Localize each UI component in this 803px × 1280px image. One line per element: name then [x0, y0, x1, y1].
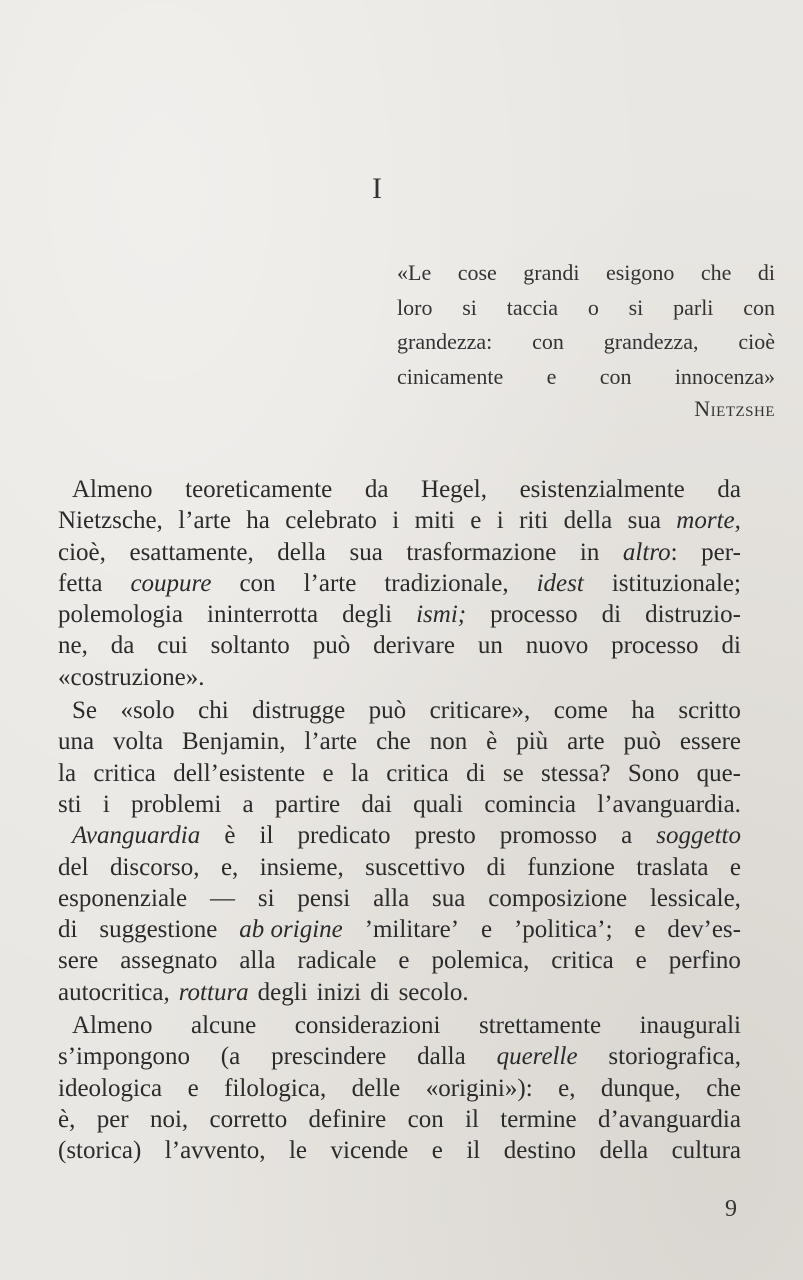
text-line [58, 1104, 741, 1135]
word: nuovo [525, 632, 589, 660]
word: può [623, 728, 661, 756]
word: altro: [622, 538, 678, 566]
word: dalla [417, 1043, 466, 1071]
word: istituzionale; [611, 569, 741, 597]
text-line [58, 537, 741, 568]
word: e, [558, 1074, 576, 1102]
word: — [209, 884, 235, 912]
word: Almeno [72, 476, 153, 503]
word: un [477, 632, 503, 660]
word: critica [386, 759, 449, 787]
text-line [58, 945, 741, 976]
word: Sono [627, 759, 680, 787]
word: critica [551, 947, 614, 975]
word: di [466, 759, 486, 787]
word: insieme, [259, 853, 344, 881]
word: vicende [330, 1137, 409, 1165]
word: Hegel, [421, 476, 487, 503]
word: e [470, 507, 482, 535]
word: l’arte [304, 728, 358, 756]
word: dunque, [600, 1074, 681, 1102]
word: ha [631, 697, 655, 725]
word: ab origine [239, 916, 343, 944]
word: ininterrotta [207, 601, 319, 629]
word: ideologica [58, 1074, 163, 1102]
word: i [392, 507, 400, 535]
epigraph-line: loro si taccia o si parli con [397, 294, 775, 320]
word: «costruzione». [58, 663, 205, 691]
word: da [717, 476, 741, 503]
word: secolo. [398, 978, 469, 1006]
word: della [563, 507, 613, 535]
word: di [486, 853, 506, 881]
word: inaugurali [639, 1012, 741, 1040]
word: alcune [191, 1012, 257, 1040]
word: considerazioni [294, 1012, 441, 1040]
word: Nietzsche, [58, 507, 163, 535]
word: e [187, 1074, 199, 1102]
word: soggetto [656, 822, 741, 850]
word: tradizionale, [384, 569, 509, 597]
word: si [257, 884, 275, 912]
word: «solo [120, 697, 175, 725]
word: assegnato [120, 947, 218, 975]
word: esattamente, [129, 538, 254, 566]
word: se [502, 759, 524, 787]
word: destino [503, 1137, 576, 1165]
word: ne, [58, 632, 88, 660]
word: la [350, 759, 369, 787]
word: il [465, 1105, 479, 1133]
word: d’avanguardia [597, 1105, 741, 1133]
word: cui [157, 632, 188, 660]
word: critica [93, 759, 156, 787]
word: dai [361, 790, 392, 818]
word: per- [701, 538, 741, 566]
word: inizi [316, 978, 362, 1006]
chapter-number: I [372, 172, 382, 205]
word: dell’esistente [173, 759, 306, 787]
word: presto [414, 822, 476, 850]
word: definire [308, 1105, 387, 1133]
word: alla [239, 947, 276, 975]
word: stessa? [541, 759, 611, 787]
word: scritto [678, 697, 741, 725]
word: polemologia [58, 601, 183, 629]
word: più [516, 728, 549, 756]
word: di [601, 601, 622, 629]
word: i [496, 507, 504, 535]
page-number: 9 [725, 1196, 737, 1222]
epigraph [397, 256, 775, 424]
text-line [58, 726, 741, 757]
word: filologica, [224, 1074, 327, 1102]
word: l’avanguardia. [597, 790, 741, 818]
word: partire [274, 790, 341, 818]
word: que- [696, 759, 741, 787]
word: a [621, 822, 633, 850]
word: storiografica, [608, 1043, 741, 1071]
word: con [239, 569, 276, 597]
word: e, [220, 853, 239, 881]
text-line [58, 789, 741, 820]
word: esponenziale [58, 884, 188, 912]
word: arte [567, 728, 605, 756]
text-line [58, 662, 741, 693]
word: riti [519, 507, 549, 535]
word: «origini»): [425, 1074, 533, 1102]
word: e [431, 1137, 443, 1165]
word: sua [432, 884, 466, 912]
word: quali [413, 790, 464, 818]
word: composizione [488, 884, 628, 912]
text-line [58, 599, 741, 630]
word: e [635, 947, 647, 975]
word: alla [373, 884, 410, 912]
text-line [58, 1010, 741, 1041]
word: delle [351, 1074, 401, 1102]
word: che [376, 728, 411, 756]
text-line [58, 695, 741, 726]
word: criticare», [429, 697, 531, 725]
word: (storica) [58, 1137, 142, 1165]
word: con [407, 1105, 444, 1133]
word: dev’es- [667, 916, 741, 944]
word: ha [246, 507, 270, 535]
word: trasformazione [406, 538, 557, 566]
word: le [288, 1137, 308, 1165]
word: sere [58, 947, 99, 975]
word: della [277, 538, 326, 566]
word: può [312, 632, 351, 660]
word: derivare [373, 632, 455, 660]
word: promosso [499, 822, 598, 850]
word: della [599, 1137, 649, 1165]
text-line [58, 758, 741, 789]
word: Avanguardia [72, 822, 201, 850]
epigraph-author: Nietzshe [694, 396, 775, 421]
word: come [553, 697, 608, 725]
word: sua [627, 507, 661, 535]
word: volta [113, 728, 164, 756]
word: a [242, 790, 254, 818]
word: radicale [297, 947, 377, 975]
word: termine [500, 1105, 577, 1133]
word: Benjamin, [181, 728, 286, 756]
word: di [370, 978, 390, 1006]
word: non [429, 728, 468, 756]
word: strettamente [478, 1012, 602, 1040]
word: sua [349, 538, 383, 566]
word: una [58, 728, 95, 756]
word: lessicale, [649, 884, 741, 912]
word: esistenzialmente [519, 476, 685, 503]
epigraph-line: «Le cose grandi esigono che di [397, 260, 775, 285]
text-line [58, 568, 741, 599]
text-line [58, 505, 741, 536]
text-line [58, 474, 741, 505]
word: funzione [527, 853, 615, 881]
word: da [364, 476, 389, 503]
word: l’arte [178, 507, 231, 535]
word: cultura [671, 1137, 741, 1165]
word: celebrato [285, 507, 377, 535]
word: la [58, 759, 77, 787]
word: che [706, 1074, 741, 1102]
word: ’militare’ [364, 916, 460, 944]
word: coupure [130, 569, 212, 597]
word: perfino [668, 947, 741, 975]
word: degli [257, 978, 308, 1006]
word: e [634, 916, 646, 944]
word: autocritica, [58, 978, 170, 1006]
word: teoreticamente [185, 476, 333, 503]
word: sti [58, 790, 82, 818]
word: prescindere [271, 1043, 387, 1071]
word: discorso, [109, 853, 200, 881]
word: è, [58, 1105, 76, 1133]
word: i [102, 790, 110, 818]
word: e [398, 947, 410, 975]
text-line [58, 1041, 741, 1072]
word: querelle [496, 1043, 578, 1071]
word: miti [414, 507, 455, 535]
epigraph-line: grandezza: con grandezza, cioè [397, 329, 775, 354]
word: processo [611, 632, 699, 660]
word: in [579, 538, 600, 566]
word: morte, [676, 507, 741, 535]
body-text [58, 474, 741, 1167]
word: può [368, 697, 407, 725]
text-line [58, 1135, 741, 1166]
word: chi [198, 697, 229, 725]
word: di [721, 632, 741, 660]
text-line [58, 852, 741, 883]
word: e [480, 916, 493, 944]
word: comincia [484, 790, 577, 818]
epigraph-line: cinicamente e con innocenza» [397, 363, 775, 389]
word: suggestione [99, 916, 218, 944]
word: essere [679, 728, 741, 756]
word: cioè, [58, 538, 106, 566]
word: predicato [297, 822, 391, 850]
word: s’impongono [58, 1043, 190, 1071]
text-line [58, 914, 741, 945]
word: il [259, 822, 274, 850]
word: (a [220, 1043, 241, 1071]
word: fetta [58, 569, 103, 597]
text-line [58, 1073, 741, 1104]
word: per [96, 1105, 129, 1133]
word: Se [72, 697, 97, 725]
text-line [58, 630, 741, 661]
word: problemi [131, 790, 222, 818]
word: distruzio- [645, 601, 741, 629]
word: suscettivo [365, 853, 466, 881]
word: è [486, 728, 498, 756]
word: processo [490, 601, 578, 629]
word: pensi [297, 884, 351, 912]
text-line [58, 883, 741, 914]
word: Almeno [72, 1012, 153, 1040]
word: rottura [178, 978, 249, 1006]
text-line [58, 977, 741, 1008]
word: idest [536, 569, 584, 597]
text-line [58, 820, 741, 851]
word: noi, [149, 1105, 189, 1133]
word: l’avvento, [164, 1137, 266, 1165]
word: ’politica’; [513, 916, 613, 944]
word: di [58, 916, 78, 944]
word: e [322, 759, 334, 787]
word: del [58, 853, 89, 881]
word: distrugge [252, 697, 346, 725]
word: corretto [209, 1105, 288, 1133]
word: polemica, [431, 947, 530, 975]
word: degli [342, 601, 393, 629]
word: soltanto [210, 632, 290, 660]
word: l’arte [303, 569, 357, 597]
word: ismi; [416, 601, 467, 629]
word: è [224, 822, 236, 850]
word: il [466, 1137, 481, 1165]
word: traslata [636, 853, 709, 881]
word: e [729, 853, 741, 881]
word: da [110, 632, 135, 660]
